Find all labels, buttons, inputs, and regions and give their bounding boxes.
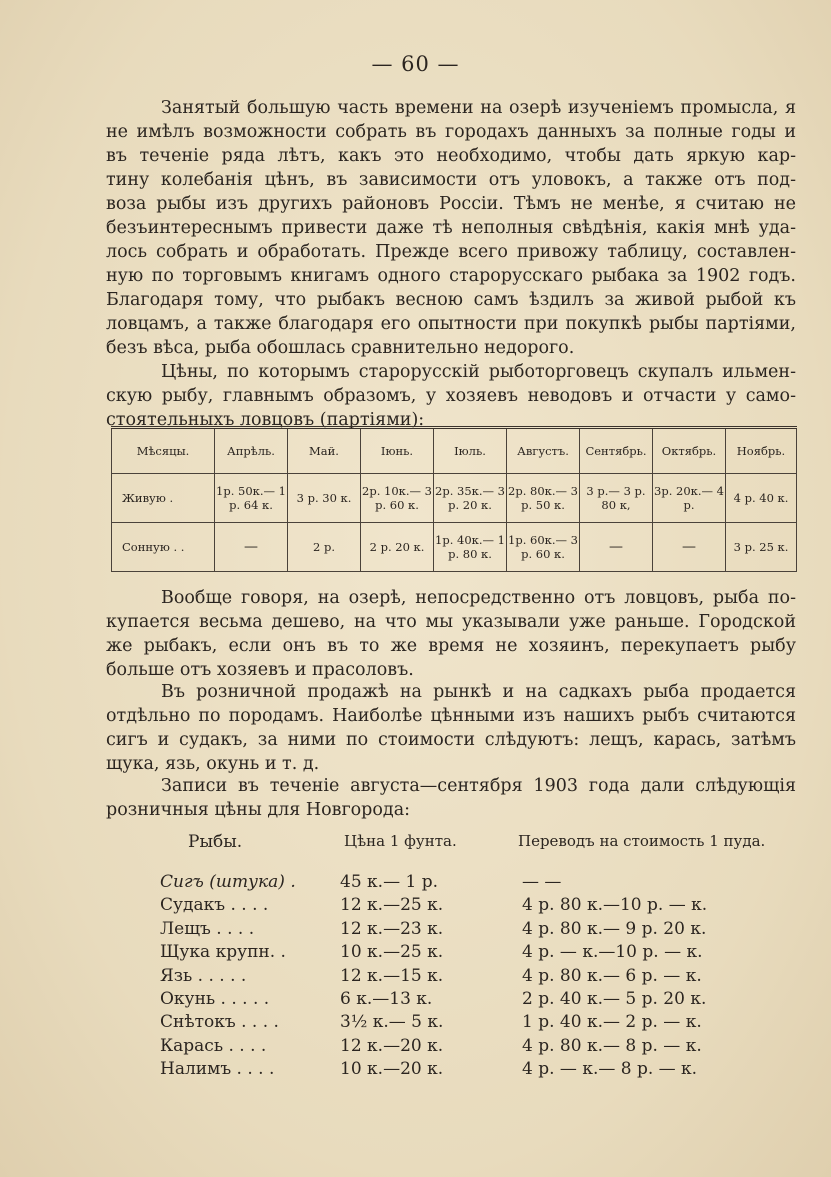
price-per-pood: — —: [522, 872, 562, 892]
table-header-cell: Май.: [288, 428, 361, 474]
price-per-pound: 10 к.—20 к.: [340, 1059, 444, 1080]
page-number: — 60 —: [371, 52, 460, 76]
price-per-pound: 12 к.—15 к.: [340, 965, 444, 986]
table-cell: 1р. 50к.— 1 р. 64 к.: [215, 474, 288, 523]
text-line: Вообще говоря, на озерѣ, непосредственно отъ ловцовъ, рыба по-: [161, 588, 796, 608]
fish-name: Судакъ . . . .: [160, 895, 269, 916]
list-item: [160, 872, 800, 895]
price-per-pound: 12 к.—25 к.: [340, 895, 444, 916]
paragraph-prices-intro: [106, 360, 796, 432]
fish-name: Сигъ (штука) .: [160, 872, 296, 892]
column-header-pound: Цѣна 1 фунта.: [344, 832, 457, 850]
text-line: лось собрать и обработать. Прежде всего привожу таблицу, составлен-: [106, 242, 796, 262]
table-cell: 2 р. 20 к.: [361, 523, 434, 572]
list-item: [160, 1059, 800, 1082]
table-header-cell: Іюль.: [434, 428, 507, 474]
price-per-pound: 10 к.—25 к.: [340, 942, 444, 963]
list-item: [160, 966, 800, 989]
table-header-cell: Ноябрь.: [726, 428, 797, 474]
text-line: же рыбакъ, если онъ въ то же время не хозяинъ, перекупаетъ рыбу: [106, 636, 796, 656]
paragraph-records: [106, 774, 796, 822]
price-table: [111, 426, 797, 572]
paragraph-retail: [106, 680, 796, 776]
price-per-pood: 2 р. 40 к.— 5 р. 20 к.: [522, 988, 707, 1009]
table-cell: 3 р. 30 к.: [288, 474, 361, 523]
table-cell: 2р. 35к.— 3 р. 20 к.: [434, 474, 507, 523]
table-cell: 4 р. 40 к.: [726, 474, 797, 523]
list-item: [160, 1012, 800, 1035]
table-cell: 2р. 10к.— 3 р. 60 к.: [361, 474, 434, 523]
price-per-pood: 1 р. 40 к.— 2 р. — к.: [522, 1012, 702, 1033]
text-line: стоятельныхъ ловцовъ (партіями):: [106, 410, 425, 430]
table-row-label: Сонную . .: [112, 523, 215, 572]
list-item: [160, 1036, 800, 1059]
fish-name: Лещъ . . . .: [160, 918, 255, 939]
fish-name: Щука крупн. .: [160, 942, 286, 963]
text-line: Цѣны, по которымъ старорусскій рыботорговецъ скупалъ ильмен-: [161, 362, 796, 382]
table-header-cell: Сентябрь.: [580, 428, 653, 474]
text-line: сигъ и судакъ, за ними по стоимости слѣдуютъ: лещъ, карась, затѣмъ: [106, 730, 796, 750]
text-line: ловцамъ, а также благодаря его опытности при покупкѣ рыбы партіями,: [106, 314, 796, 334]
paragraph-intro: [106, 96, 796, 360]
price-per-pood: 4 р. 80 к.— 9 р. 20 к.: [522, 918, 707, 939]
text-line: купается весьма дешево, на что мы указывали уже раньше. Городской: [106, 612, 796, 632]
table-cell: 1р. 40к.— 1 р. 80 к.: [434, 523, 507, 572]
text-line: больше отъ хозяевъ и прасоловъ.: [106, 660, 414, 680]
text-line: скую рыбу, главнымъ образомъ, у хозяевъ неводовъ и отчасти у само-: [106, 386, 796, 406]
table-cell: 3 р.— 3 р. 80 к,: [580, 474, 653, 523]
fish-name: Язь . . . . .: [160, 965, 247, 986]
price-per-pood: 4 р. 80 к.— 6 р. — к.: [522, 965, 702, 986]
text-line: розничныя цѣны для Новгорода:: [106, 800, 411, 820]
text-line: ную по торговымъ книгамъ одного старорусскаго рыбака за 1902 годъ.: [106, 266, 796, 286]
paragraph-direct-purchase: [106, 586, 796, 682]
text-line: щука, язь, окунь и т. д.: [106, 754, 320, 774]
table-header-cell: Мѣсяцы.: [112, 428, 215, 474]
table-cell: 3 р. 25 к.: [726, 523, 797, 572]
table-header-cell: Августъ.: [507, 428, 580, 474]
text-line: Благодаря тому, что рыбакъ весною самъ ѣздилъ за живой рыбой къ: [106, 290, 796, 310]
table-cell: 2р. 80к.— 3 р. 50 к.: [507, 474, 580, 523]
fish-name: Налимъ . . . .: [160, 1059, 275, 1080]
table-row: [112, 523, 797, 572]
text-line: безъинтереснымъ привести даже тѣ неполныя свѣдѣнія, какія мнѣ уда-: [106, 218, 796, 238]
list-item: [160, 895, 800, 918]
fish-name: Окунь . . . . .: [160, 988, 270, 1009]
list-item: [160, 919, 800, 942]
list-item: [160, 942, 800, 965]
price-per-pood: 4 р. — к.— 8 р. — к.: [522, 1059, 698, 1080]
text-line: не имѣлъ возможности собрать въ городахъ данныхъ за полные годы и: [106, 122, 796, 142]
price-per-pood: 4 р. — к.—10 р. — к.: [522, 942, 703, 963]
text-line: отдѣльно по породамъ. Наиболѣе цѣнными изъ нашихъ рыбъ считаются: [106, 706, 796, 726]
text-line: Въ розничной продажѣ на рынкѣ и на садкахъ рыба продается: [161, 682, 796, 702]
price-per-pound: 12 к.—23 к.: [340, 918, 444, 939]
list-item: [160, 989, 800, 1012]
fish-name: Карась . . . .: [160, 1035, 267, 1056]
table-cell: 2 р.: [288, 523, 361, 572]
table-cell: 3р. 20к.— 4 р.: [653, 474, 726, 523]
column-header-pood: Переводъ на стоимость 1 пуда.: [518, 832, 766, 850]
table-cell: 1р. 60к.— 3 р. 60 к.: [507, 523, 580, 572]
price-per-pound: 6 к.—13 к.: [340, 988, 433, 1009]
table-cell: —: [215, 523, 288, 572]
price-per-pound: 12 к.—20 к.: [340, 1035, 444, 1056]
text-line: воза рыбы изъ другихъ районовъ Россіи. Тѣмъ не менѣе, я считаю не: [106, 194, 796, 214]
table-cell: —: [580, 523, 653, 572]
text-line: Занятый большую часть времени на озерѣ изученіемъ промысла, я: [161, 98, 796, 118]
text-line: безъ вѣса, рыба обошлась сравнительно недорого.: [106, 338, 575, 358]
price-per-pood: 4 р. 80 к.—10 р. — к.: [522, 895, 708, 916]
column-header-fish: Рыбы.: [188, 832, 243, 852]
text-line: Записи въ теченіе августа—сентября 1903 года дали слѣдующія: [161, 776, 796, 796]
table-header-cell: Апрѣль.: [215, 428, 288, 474]
price-per-pood: 4 р. 80 к.— 8 р. — к.: [522, 1035, 702, 1056]
price-per-pound: 45 к.— 1 р.: [340, 872, 438, 892]
table-header-row: [112, 428, 797, 474]
fish-name: Снѣтокъ . . . .: [160, 1012, 279, 1033]
text-line: въ теченіе ряда лѣтъ, какъ это необходимо, чтобы дать яркую кар-: [106, 146, 796, 166]
table-row: [112, 474, 797, 523]
text-line: тину колебанія цѣнъ, въ зависимости отъ уловокъ, а также отъ под-: [106, 170, 796, 190]
table-cell: —: [653, 523, 726, 572]
table-row-label: Живую .: [112, 474, 215, 523]
price-per-pound: 3½ к.— 5 к.: [340, 1012, 444, 1033]
table-header-cell: Іюнь.: [361, 428, 434, 474]
retail-rows: [160, 872, 800, 1083]
table-header-cell: Октябрь.: [653, 428, 726, 474]
